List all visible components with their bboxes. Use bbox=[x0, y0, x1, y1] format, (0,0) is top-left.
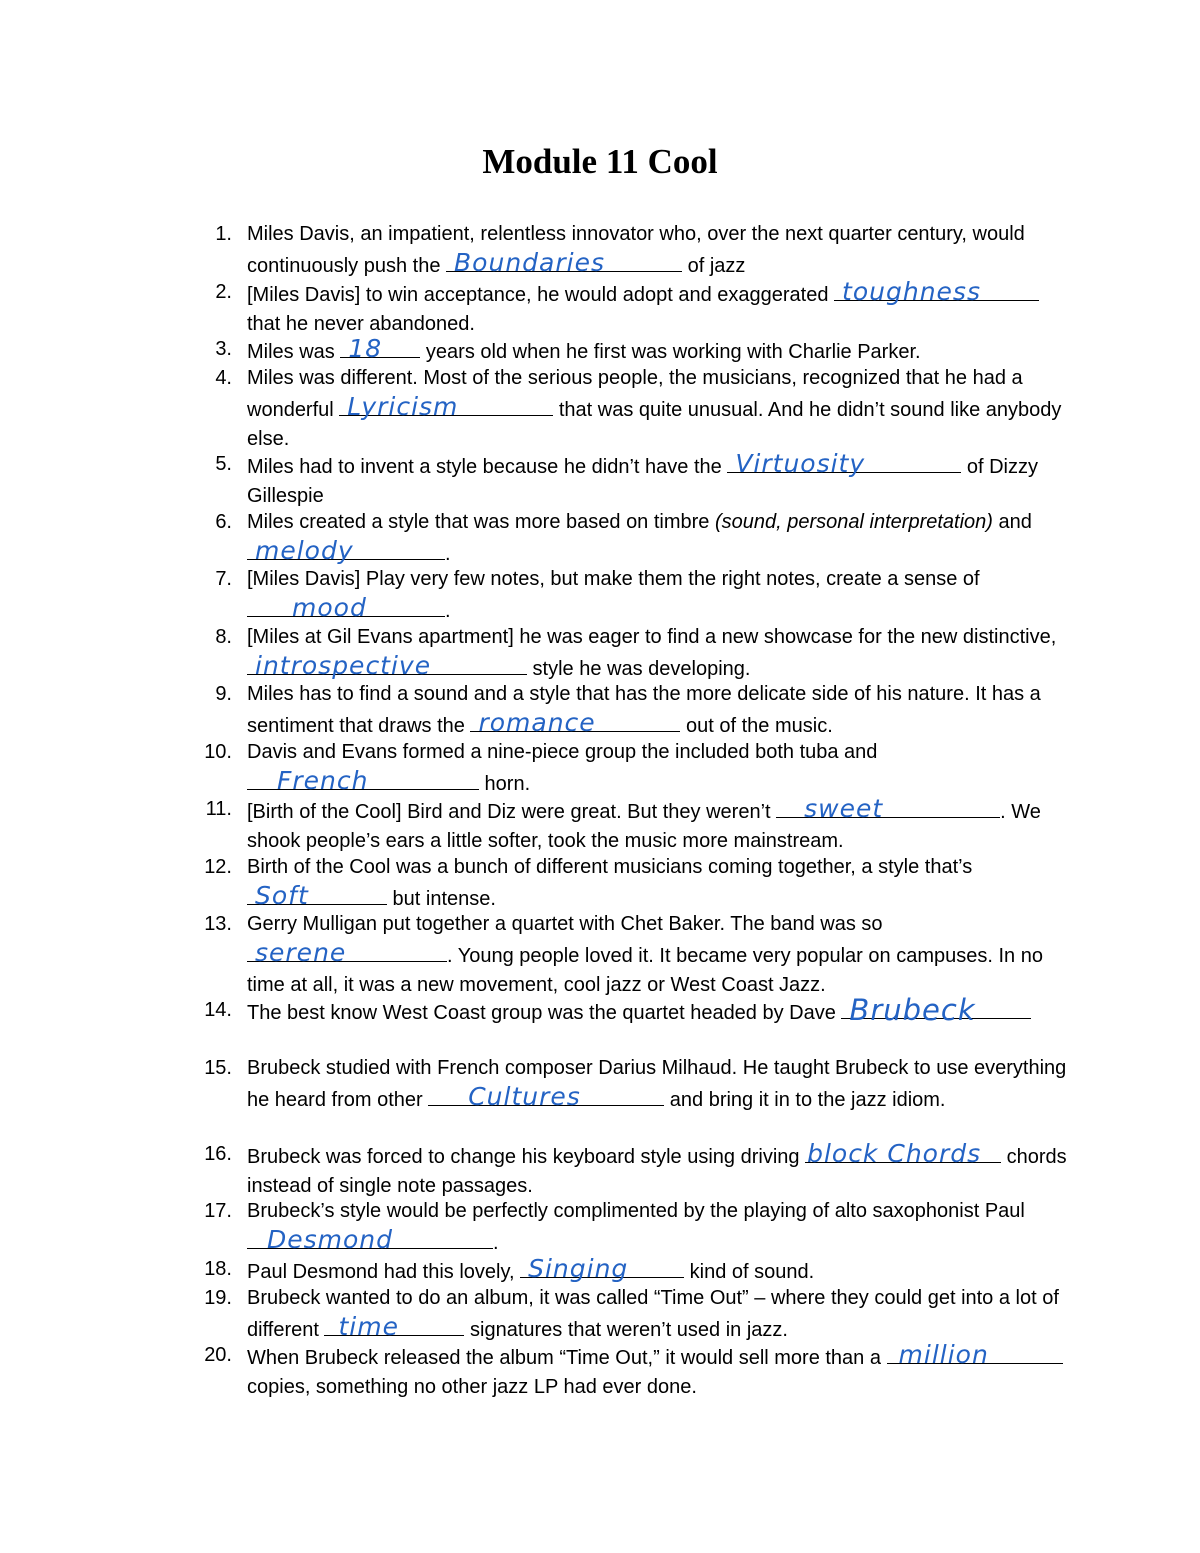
answer-blank[interactable] bbox=[247, 650, 527, 680]
answer-blank[interactable] bbox=[887, 1340, 1063, 1369]
answer-blank[interactable] bbox=[805, 1139, 1001, 1168]
handwritten-answer: serene bbox=[255, 937, 347, 967]
question-number: 17. bbox=[204, 1200, 232, 1222]
question-number: 10. bbox=[204, 741, 232, 763]
answer-blank[interactable] bbox=[247, 765, 479, 795]
question-number: 6. bbox=[215, 511, 232, 533]
answer-blank[interactable] bbox=[834, 277, 1039, 306]
question-text: Brubeck wanted to do an album, it was called “Time Out” – where they could get into a lot of different time signatures that weren’t used in jazz. bbox=[247, 1287, 1059, 1341]
handwritten-answer: Cultures bbox=[468, 1081, 581, 1111]
handwritten-answer: block Chords bbox=[807, 1139, 982, 1168]
answer-blank[interactable] bbox=[727, 449, 961, 478]
question-text: Miles was 18 years old when he first was working with Charlie Parker. bbox=[247, 334, 921, 363]
question-text: The best know West Coast group was the quartet headed by Dave Brubeck bbox=[247, 996, 1077, 1028]
answer-blank[interactable] bbox=[470, 707, 680, 737]
answer-blank[interactable] bbox=[841, 993, 1031, 1027]
question-number: 4. bbox=[215, 367, 232, 389]
handwritten-answer: Virtuosity bbox=[735, 449, 866, 478]
answer-blank[interactable] bbox=[324, 1311, 464, 1341]
handwritten-answer: romance bbox=[478, 707, 596, 737]
question-number: 19. bbox=[204, 1287, 232, 1309]
question-number: 18. bbox=[204, 1258, 232, 1280]
question-text: [Miles at Gil Evans apartment] he was eager to find a new showcase for the new distinctive, introspective style he was developing. bbox=[247, 626, 1057, 680]
question-text: Miles has to find a sound and a style that has the more delicate side of his nature. It has a sentiment that draws the romance out of the music. bbox=[247, 683, 1041, 737]
answer-blank[interactable] bbox=[428, 1081, 664, 1111]
answer-blank[interactable] bbox=[520, 1254, 684, 1283]
handwritten-answer: Brubeck bbox=[849, 993, 976, 1027]
handwritten-answer: Boundaries bbox=[454, 247, 605, 277]
question-number: 1. bbox=[215, 223, 232, 245]
handwritten-answer: introspective bbox=[255, 650, 432, 680]
question-number: 13. bbox=[204, 913, 232, 935]
question-number: 9. bbox=[215, 683, 232, 705]
question-number: 8. bbox=[215, 626, 232, 648]
question-text: [Miles Davis] Play very few notes, but make them the right notes, create a sense of mood . bbox=[247, 568, 980, 622]
question-text: Brubeck studied with French composer Darius Milhaud. He taught Brubeck to use everything he heard from other Cultures and bring it in to the jazz idiom. bbox=[247, 1057, 1067, 1111]
question-text: Miles was different. Most of the serious people, the musicians, recognized that he had a wonderful Lyricism that was quite unusual. And he didn’t sound like anybody else. bbox=[247, 367, 1062, 450]
page-title: Module 11 Cool bbox=[482, 142, 718, 181]
question-number: 14. bbox=[204, 999, 232, 1021]
handwritten-answer: Soft bbox=[255, 880, 309, 910]
handwritten-answer: melody bbox=[255, 535, 354, 565]
answer-blank[interactable] bbox=[446, 247, 682, 277]
handwritten-answer: Singing bbox=[528, 1254, 629, 1283]
question-text: [Birth of the Cool] Bird and Diz were great. But they weren’t sweet . We shook people’s ears a little softer, took the music more mainstream. bbox=[247, 794, 1041, 852]
answer-blank[interactable] bbox=[776, 794, 1000, 823]
question-text: Brubeck’s style would be perfectly complimented by the playing of alto saxophonist Paul Desmond . bbox=[247, 1200, 1025, 1254]
question-text: Miles Davis, an impatient, relentless innovator who, over the next quarter century, would continuously push the Boundaries of jazz bbox=[247, 223, 1025, 277]
question-text: Davis and Evans formed a nine-piece group the included both tuba and French horn. bbox=[247, 741, 878, 795]
question-number: 5. bbox=[215, 453, 232, 475]
question-text: Brubeck was forced to change his keyboard style using driving block Chords chords instead of single note passages. bbox=[247, 1139, 1067, 1197]
question-text: Gerry Mulligan put together a quartet with Chet Baker. The band was so serene . Young people loved it. It became very popular on campuses. In no time at all, it was a new movement, cool jazz or West Coast Jazz. bbox=[247, 913, 1043, 996]
question-number: 11. bbox=[205, 798, 232, 820]
handwritten-answer: Desmond bbox=[267, 1224, 394, 1254]
question-text: When Brubeck released the album “Time Out,” it would sell more than a million copies, something no other jazz LP had ever done. bbox=[247, 1341, 1077, 1402]
handwritten-answer: million bbox=[898, 1340, 989, 1369]
answer-blank[interactable] bbox=[247, 1224, 493, 1254]
question-number: 15. bbox=[204, 1057, 232, 1079]
question-text: Paul Desmond had this lovely, Singing kind of sound. bbox=[247, 1254, 815, 1283]
handwritten-answer: sweet bbox=[804, 794, 884, 823]
answer-blank[interactable] bbox=[340, 334, 420, 363]
answer-blank[interactable] bbox=[247, 937, 447, 967]
handwritten-answer: mood bbox=[292, 592, 367, 622]
handwritten-answer: Lyricism bbox=[347, 391, 459, 421]
question-number: 20. bbox=[204, 1344, 232, 1366]
handwritten-answer: toughness bbox=[842, 277, 981, 306]
question-number: 3. bbox=[215, 338, 232, 360]
question-text: Birth of the Cool was a bunch of different musicians coming together, a style that’s Soft but intense. bbox=[247, 856, 973, 910]
question-text: [Miles Davis] to win acceptance, he would adopt and exaggerated toughness that he never abandoned. bbox=[247, 278, 1077, 339]
question-number: 7. bbox=[215, 568, 232, 590]
question-text: Miles had to invent a style because he didn’t have the Virtuosity of Dizzy Gillespie bbox=[247, 449, 1038, 507]
answer-blank[interactable] bbox=[339, 391, 553, 421]
question-text: Miles created a style that was more based on timbre (sound, personal interpretation) and melody . bbox=[247, 511, 1032, 565]
handwritten-answer: French bbox=[277, 765, 369, 795]
answer-blank[interactable] bbox=[247, 535, 445, 565]
handwritten-answer: 18 bbox=[348, 334, 383, 363]
answer-blank[interactable] bbox=[247, 880, 387, 910]
question-number: 2. bbox=[215, 281, 232, 303]
question-number: 16. bbox=[204, 1143, 232, 1165]
handwritten-answer: time bbox=[338, 1311, 399, 1341]
question-number: 12. bbox=[204, 856, 232, 878]
answer-blank[interactable] bbox=[247, 592, 445, 622]
